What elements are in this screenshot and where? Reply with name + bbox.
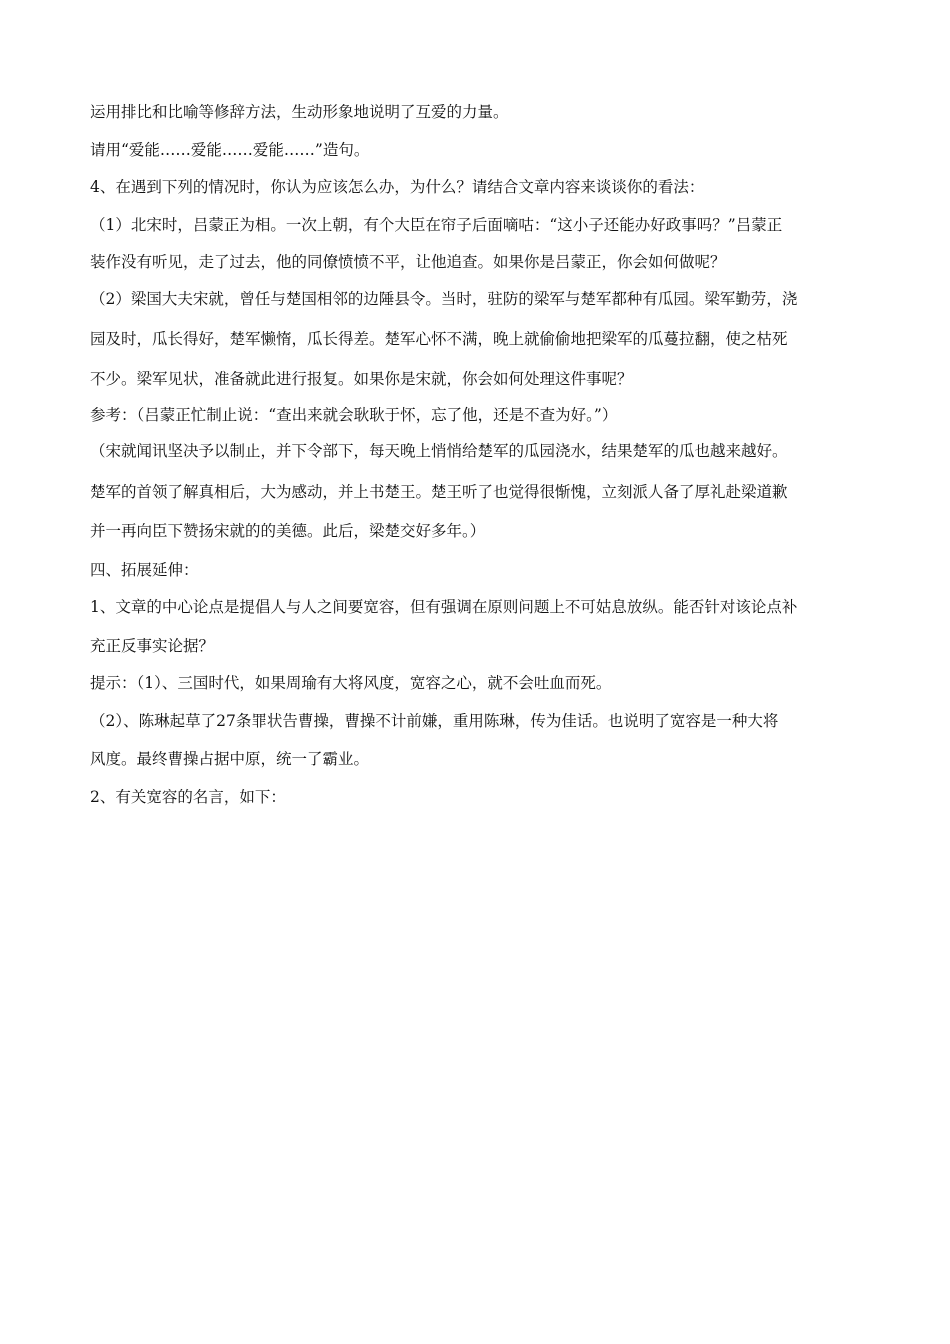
text-line: 园及时，瓜长得好，楚军懒惰，瓜长得差。楚军心怀不满，晚上就偷偷地把梁军的瓜蔓拉翻，使之枯死 (90, 330, 788, 348)
text-line: 请用“爱能……爱能……爱能……”造句。 (90, 141, 370, 159)
text-line: 运用排比和比喻等修辞方法，生动形象地说明了互爱的力量。 (90, 103, 509, 121)
text-line: （2）、陈琳起草了27条罪状告曹操，曹操不计前嫌，重用陈琳，传为佳话。也说明了宽容是一种大将 (90, 712, 779, 730)
text-line: 装作没有听见，走了过去，他的同僚愤愤不平，让他追查。如果你是吕蒙正，你会如何做呢？ (90, 253, 726, 271)
text-line: 参考：（吕蒙正忙制止说：“查出来就会耿耿于怀，忘了他，还是不查为好。”） (90, 406, 618, 424)
text-line: （2）梁国大夫宋就，曾任与楚国相邻的边陲县令。当时，驻防的梁军与楚军都种有瓜园。梁军勤劳，浇 (90, 290, 798, 308)
text-line: 不少。梁军见状，准备就此进行报复。如果你是宋就，你会如何处理这件事呢？ (90, 370, 633, 388)
text-line: 2、有关宽容的名言，如下： (90, 788, 286, 806)
text-line: （1）北宋时，吕蒙正为相。一次上朝，有个大臣在帘子后面嘀咕：“这小子还能办好政事吗？”吕蒙正 (90, 216, 783, 234)
section-heading: 四、拓展延伸： (90, 561, 199, 579)
text-line: 提示：（1）、三国时代，如果周瑜有大将风度，宽容之心，就不会吐血而死。 (90, 674, 612, 692)
text-line: 4、在遇到下列的情况时，你认为应该怎么办，为什么？请结合文章内容来谈谈你的看法： (90, 178, 705, 196)
text-line: 并一再向臣下赞扬宋就的的美德。此后，梁楚交好多年。） (90, 522, 486, 540)
text-line: 充正反事实论据？ (90, 637, 215, 655)
text-line: （宋就闻讯坚决予以制止，并下令部下，每天晚上悄悄给楚军的瓜园浇水，结果楚军的瓜也越来越好。 (90, 442, 788, 460)
text-line: 风度。最终曹操占据中原，统一了霸业。 (90, 750, 370, 768)
text-line: 1、文章的中心论点是提倡人与人之间要宽容，但有强调在原则问题上不可姑息放纵。能否针对该论点补 (90, 598, 798, 616)
text-line: 楚军的首领了解真相后，大为感动，并上书楚王。楚王听了也觉得很惭愧，立刻派人备了厚礼赴梁道歉 (90, 483, 788, 501)
